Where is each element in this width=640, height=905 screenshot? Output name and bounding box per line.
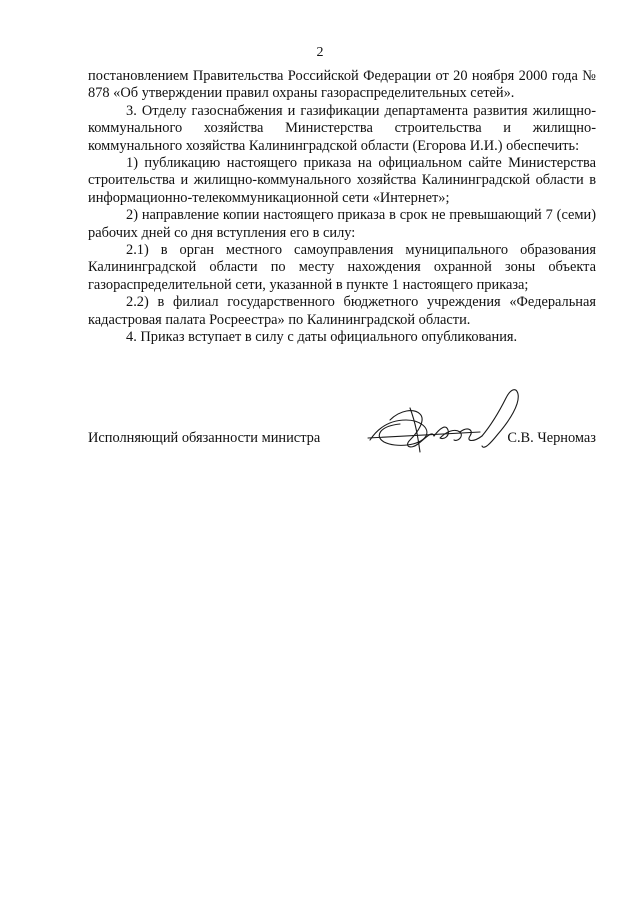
paragraph-item-3-1: 1) публикацию настоящего приказа на официальном сайте Министерства строительства и жилищно-коммунального хозяйства Калининградской области в информационно-телекоммуникационной сети «Интернет»; (88, 155, 596, 206)
paragraph-item-3-2-1: 2.1) в орган местного самоуправления муниципального образования Калининградской области по месту нахождения охранной зоны объекта газораспределительной сети, указанной в пункте 1 настоящего приказа; (88, 242, 596, 293)
paragraph-item-3-2: 2) направление копии настоящего приказа в срок не превышающий 7 (семи) рабочих дней со дня вступления его в силу: (88, 207, 596, 241)
paragraph-item-4: 4. Приказ вступает в силу с даты официального опубликования. (126, 329, 518, 346)
signatory-name: С.В. Черномаз (507, 430, 596, 446)
handwritten-signature (360, 380, 590, 470)
paragraph-item-3: 3. Отделу газоснабжения и газификации департамента развития жилищно-коммунального хозяйства Министерства строительства и жилищно-коммунального хозяйства Калининградской области (Егорова И.И.) обеспечить: (88, 102, 596, 154)
signatory-title: Исполняющий обязанности министра (88, 430, 321, 446)
paragraph-item-3-2-2: 2.2) в филиал государственного бюджетного учреждения «Федеральная кадастровая палата Росреестра» по Калининградской области. (88, 294, 596, 328)
page-number: 2 (316, 45, 324, 60)
paragraph-continuation: постановлением Правительства Российской Федерации от 20 ноября 2000 года № 878 «Об утверждении правил охраны газораспределительных сетей». (88, 68, 596, 102)
document-body (88, 68, 596, 347)
